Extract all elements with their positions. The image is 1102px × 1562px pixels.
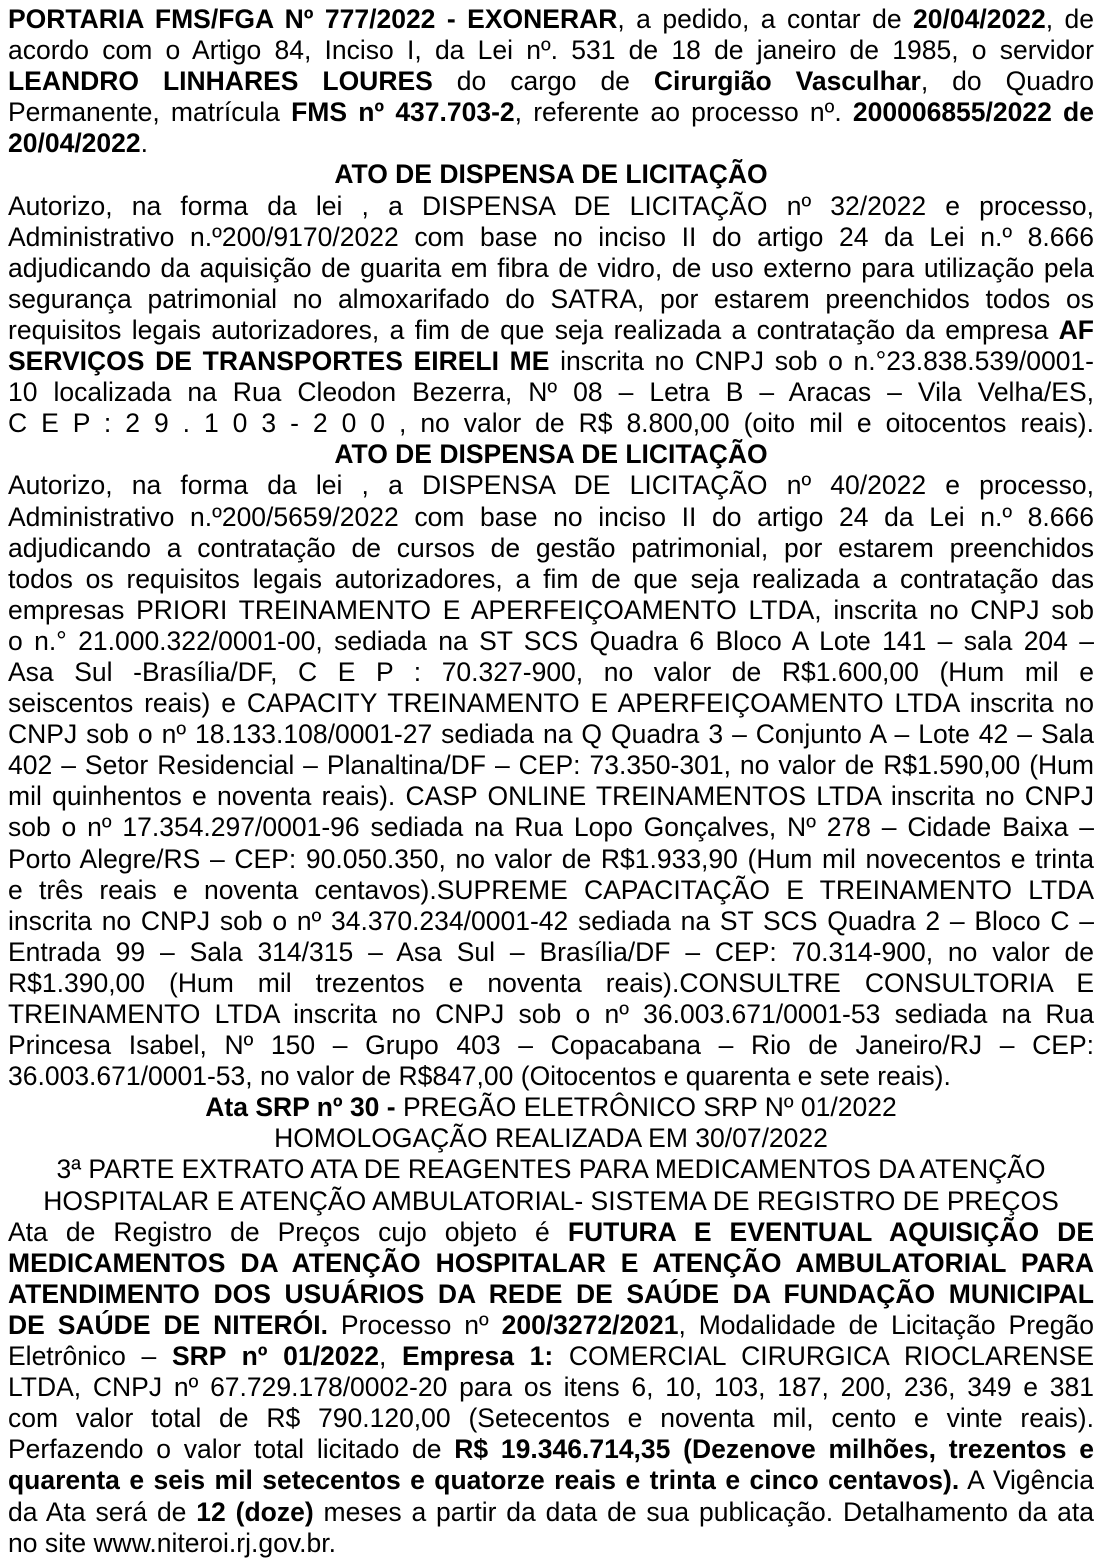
text-line bbox=[8, 97, 1094, 128]
text-run: e três reais e noventa centavos).SUPREME CAPACITAÇÃO E TREINAMENTO LTDA bbox=[8, 874, 1094, 905]
bold-text-run: FMS nº 437.703-2 bbox=[291, 97, 515, 128]
text-run: com valor total de R$ 790.120,00 (Setecentos e noventa mil, cento e vinte reais). bbox=[8, 1403, 1094, 1434]
text-run: HOSPITALAR E ATENÇÃO AMBULATORIAL- SISTEMA DE REGISTRO DE PREÇOS bbox=[43, 1185, 1059, 1216]
text-run: todos os requisitos legais autorizadores, a fim de que seja realizada a contratação das bbox=[8, 563, 1094, 594]
text-line bbox=[8, 35, 1094, 66]
text-line bbox=[8, 1465, 1094, 1496]
text-run: acordo com o Artigo 84, Inciso I, da Lei nº. 531 de 18 de janeiro de 1985, o servidor bbox=[8, 35, 1094, 66]
text-run: CNPJ sob o nº 18.133.108/0001-27 sediada na Q Quadra 3 – Conjunto A – Lote 42 – Sala bbox=[8, 719, 1094, 750]
text-run: do cargo de bbox=[432, 66, 654, 97]
text-run: Autorizo, na forma da lei , a DISPENSA DE LICITAÇÃO nº 32/2022 e processo, bbox=[8, 190, 1094, 221]
bold-text-run: R$ 19.346.714,35 (Dezenove milhões, trezentos e bbox=[454, 1434, 1094, 1465]
text-line bbox=[8, 533, 1094, 564]
text-run: Processo nº bbox=[327, 1309, 502, 1340]
text-run: Asa Sul -Brasília/DF, C E P : 70.327-900, no valor de R$1.600,00 (Hum mil e bbox=[8, 656, 1094, 687]
gazette-page-text bbox=[8, 4, 1094, 1559]
text-run: 402 – Setor Residencial – Planaltina/DF – CEP: 73.350-301, no valor de R$1.590,00 (Hum bbox=[8, 750, 1094, 781]
bold-text-run: 20/04/2022 bbox=[8, 128, 141, 159]
text-line bbox=[8, 284, 1094, 315]
text-run: TREINAMENTO LTDA inscrita no CNPJ sob o nº 36.003.671/0001-53 sediada na Rua bbox=[8, 999, 1094, 1029]
text-run: , bbox=[378, 1341, 402, 1372]
text-run: Entrada 99 – Sala 314/315 – Asa Sul – Brasília/DF – CEP: 70.314-900, no valor de bbox=[8, 936, 1094, 967]
bold-text-run: 200/3272/2021 bbox=[501, 1309, 679, 1340]
bold-text-run: FUTURA E EVENTUAL AQUISIÇÃO DE bbox=[567, 1216, 1094, 1247]
text-run: Administrativo n.º200/5659/2022 com base no inciso II do artigo 24 da Lei n.º 8.666 bbox=[8, 501, 1094, 532]
text-run: 3ª PARTE EXTRATO ATA DE REAGENTES PARA MEDICAMENTOS DA ATENÇÃO bbox=[56, 1154, 1046, 1185]
text-line bbox=[8, 439, 1094, 470]
dispensa-40-paragraph bbox=[8, 470, 1094, 1092]
bold-text-run: LEANDRO LINHARES LOURES bbox=[8, 66, 433, 97]
bold-text-run: PORTARIA FMS/FGA Nº 777/2022 - EXONERAR bbox=[8, 4, 618, 34]
text-run: R$1.390,00 (Hum mil trezentos e noventa reais).CONSULTRE CONSULTORIA E bbox=[8, 967, 1094, 998]
text-line bbox=[8, 1030, 1094, 1061]
text-line bbox=[8, 315, 1094, 346]
dispensa-40-heading bbox=[8, 439, 1094, 470]
text-line bbox=[8, 1497, 1094, 1528]
text-run: segurança patrimonial no almoxarifado do SATRA, por estarem preenchidos todos os bbox=[8, 283, 1094, 314]
text-line bbox=[8, 844, 1094, 875]
text-line bbox=[8, 377, 1094, 408]
bold-text-run: Cirurgião Vasculhar bbox=[653, 66, 921, 97]
text-run: requisitos legais autorizadores, a fim de que seja realizada a contratação da empresa bbox=[8, 314, 1059, 345]
bold-text-run: DE SAÚDE DE NITERÓI. bbox=[8, 1309, 328, 1340]
text-run: Porto Alegre/RS – CEP: 90.050.350, no valor de R$1.933,90 (Hum mil novecentos e trinta bbox=[8, 843, 1094, 874]
text-run: no site www.niteroi.rj.gov.br. bbox=[8, 1527, 336, 1558]
text-run: o n.° 21.000.322/0001-00, sediada na ST SCS Quadra 6 Bloco A Lote 141 – sala 204 – bbox=[8, 625, 1094, 656]
text-run: Princesa Isabel, Nº 150 – Grupo 403 – Copacabana – Rio de Janeiro/RJ – CEP: bbox=[8, 1030, 1094, 1061]
dispensa-32-heading bbox=[8, 159, 1094, 190]
text-line bbox=[8, 999, 1094, 1030]
text-line bbox=[8, 657, 1094, 688]
text-line bbox=[8, 222, 1094, 253]
text-run: , Modalidade de Licitação Pregão bbox=[678, 1309, 1094, 1340]
bold-text-run: AF bbox=[1058, 314, 1094, 345]
text-run: 36.003.671/0001-53, no valor de R$847,00 (Oitocentos e quarenta e sete reais). bbox=[8, 1061, 951, 1092]
text-line bbox=[8, 346, 1094, 377]
text-run: PREGÃO ELETRÔNICO SRP Nº 01/2022 bbox=[395, 1092, 897, 1123]
bold-text-run: 12 (doze) bbox=[196, 1496, 314, 1527]
text-line bbox=[8, 1341, 1094, 1372]
text-run: HOMOLOGAÇÃO REALIZADA EM 30/07/2022 bbox=[274, 1123, 828, 1154]
text-line bbox=[8, 1123, 1094, 1154]
text-line bbox=[8, 408, 1094, 439]
text-run: , do Quadro bbox=[920, 66, 1094, 97]
bold-text-run: 20/04/2022 bbox=[913, 4, 1046, 34]
text-line bbox=[8, 128, 1094, 159]
text-line bbox=[8, 750, 1094, 781]
text-line bbox=[8, 1310, 1094, 1341]
ata-registro-paragraph bbox=[8, 1217, 1094, 1559]
text-line bbox=[8, 1528, 1094, 1559]
bold-text-run: ATENDIMENTO DOS USUÁRIOS DA REDE DE SAÚDE DA FUNDAÇÃO MUNICIPAL bbox=[8, 1278, 1094, 1309]
text-line bbox=[8, 937, 1094, 968]
text-line bbox=[8, 159, 1094, 190]
text-line bbox=[8, 812, 1094, 843]
text-line bbox=[8, 253, 1094, 284]
text-line bbox=[8, 906, 1094, 937]
text-run: C E P : 2 9 . 1 0 3 - 2 0 0 , no valor de R$ 8.800,00 (oito mil e oitocentos reais). bbox=[8, 408, 1094, 439]
text-run: , referente ao processo nº. bbox=[514, 97, 853, 128]
text-run: inscrita no CNPJ sob o nº 34.370.234/0001-42 sediada na ST SCS Quadra 2 – Bloco C – bbox=[8, 905, 1094, 936]
text-line bbox=[8, 502, 1094, 533]
text-run: , de bbox=[1045, 4, 1094, 34]
text-line bbox=[8, 688, 1094, 719]
bold-text-run: SERVIÇOS DE TRANSPORTES EIRELI ME bbox=[8, 346, 550, 377]
text-line bbox=[8, 1061, 1094, 1092]
text-line bbox=[8, 4, 1094, 35]
bold-text-run: 200006855/2022 de bbox=[852, 97, 1094, 128]
text-run: , a pedido, a contar de bbox=[617, 4, 914, 34]
bold-text-run: quarenta e seis mil setecentos e quatorze reais e trinta e cinco centavos). bbox=[8, 1465, 960, 1496]
text-line bbox=[8, 1154, 1094, 1185]
text-line bbox=[8, 1372, 1094, 1403]
text-line bbox=[8, 1217, 1094, 1248]
text-line bbox=[8, 1248, 1094, 1279]
text-line bbox=[8, 564, 1094, 595]
text-run: Permanente, matrícula bbox=[8, 97, 292, 128]
text-line bbox=[8, 66, 1094, 97]
text-line bbox=[8, 1279, 1094, 1310]
text-run: meses a partir da data de sua publicação. Detalhamento da ata bbox=[313, 1496, 1094, 1527]
text-run: adjudicando a contratação de cursos de gestão patrimonial, por estarem preenchidos bbox=[8, 532, 1094, 563]
text-run: 10 localizada na Rua Cleodon Bezerra, Nº 08 – Letra B – Aracas – Vila Velha/ES, bbox=[8, 377, 1094, 408]
text-line bbox=[8, 595, 1094, 626]
text-run: empresas PRIORI TREINAMENTO E APERFEIÇOAMENTO LTDA, inscrita no CNPJ sob bbox=[8, 594, 1094, 625]
text-run: Eletrônico – bbox=[8, 1341, 172, 1372]
text-run: Autorizo, na forma da lei , a DISPENSA DE LICITAÇÃO nº 40/2022 e processo, bbox=[8, 470, 1094, 501]
portaria-exoneracao-paragraph bbox=[8, 4, 1094, 159]
text-run: LTDA, CNPJ nº 67.729.178/0002-20 para os itens 6, 10, 103, 187, 200, 236, 349 e 381 bbox=[8, 1372, 1094, 1403]
text-run: mil quinhentos e noventa reais). CASP ONLINE TREINAMENTOS LTDA inscrita no CNPJ bbox=[8, 781, 1094, 812]
bold-text-run: SRP nº 01/2022 bbox=[171, 1341, 379, 1372]
text-run: inscrita no CNPJ sob o n.°23.838.539/0001- bbox=[549, 346, 1094, 377]
text-line bbox=[8, 719, 1094, 750]
text-run: A Vigência bbox=[959, 1465, 1094, 1496]
ata-srp-title bbox=[8, 1092, 1094, 1216]
bold-text-run: ATO DE DISPENSA DE LICITAÇÃO bbox=[334, 159, 768, 190]
text-run: adjudicando da aquisição de guarita em fibra de vidro, de uso externo para utilização pela bbox=[8, 252, 1094, 283]
text-line bbox=[8, 1434, 1094, 1465]
text-run: sob o nº 17.354.297/0001-96 sediada na Rua Lopo Gonçalves, Nº 278 – Cidade Baixa – bbox=[8, 812, 1094, 843]
text-run: Perfazendo o valor total licitado de bbox=[8, 1434, 455, 1465]
bold-text-run: Ata SRP nº 30 - bbox=[205, 1092, 396, 1123]
text-run: seiscentos reais) e CAPACITY TREINAMENTO E APERFEIÇOAMENTO LTDA inscrita no bbox=[8, 688, 1094, 719]
dispensa-32-paragraph bbox=[8, 191, 1094, 440]
text-line bbox=[8, 470, 1094, 501]
text-line bbox=[8, 1092, 1094, 1123]
text-run: . bbox=[140, 128, 149, 159]
text-run: Ata de Registro de Preços cujo objeto é bbox=[8, 1216, 568, 1247]
text-line bbox=[8, 968, 1094, 999]
text-line bbox=[8, 1186, 1094, 1217]
text-line bbox=[8, 626, 1094, 657]
bold-text-run: Empresa 1: bbox=[402, 1341, 554, 1372]
text-line bbox=[8, 875, 1094, 906]
text-line bbox=[8, 191, 1094, 222]
text-run: da Ata será de bbox=[8, 1496, 197, 1527]
bold-text-run: MEDICAMENTOS DA ATENÇÃO HOSPITALAR E ATENÇÃO AMBULATORIAL PARA bbox=[8, 1247, 1094, 1278]
text-line bbox=[8, 1403, 1094, 1434]
text-line bbox=[8, 781, 1094, 812]
bold-text-run: ATO DE DISPENSA DE LICITAÇÃO bbox=[334, 439, 768, 470]
text-run: COMERCIAL CIRURGICA RIOCLARENSE bbox=[553, 1341, 1094, 1372]
text-run: Administrativo n.º200/9170/2022 com base no inciso II do artigo 24 da Lei n.º 8.666 bbox=[8, 221, 1094, 252]
